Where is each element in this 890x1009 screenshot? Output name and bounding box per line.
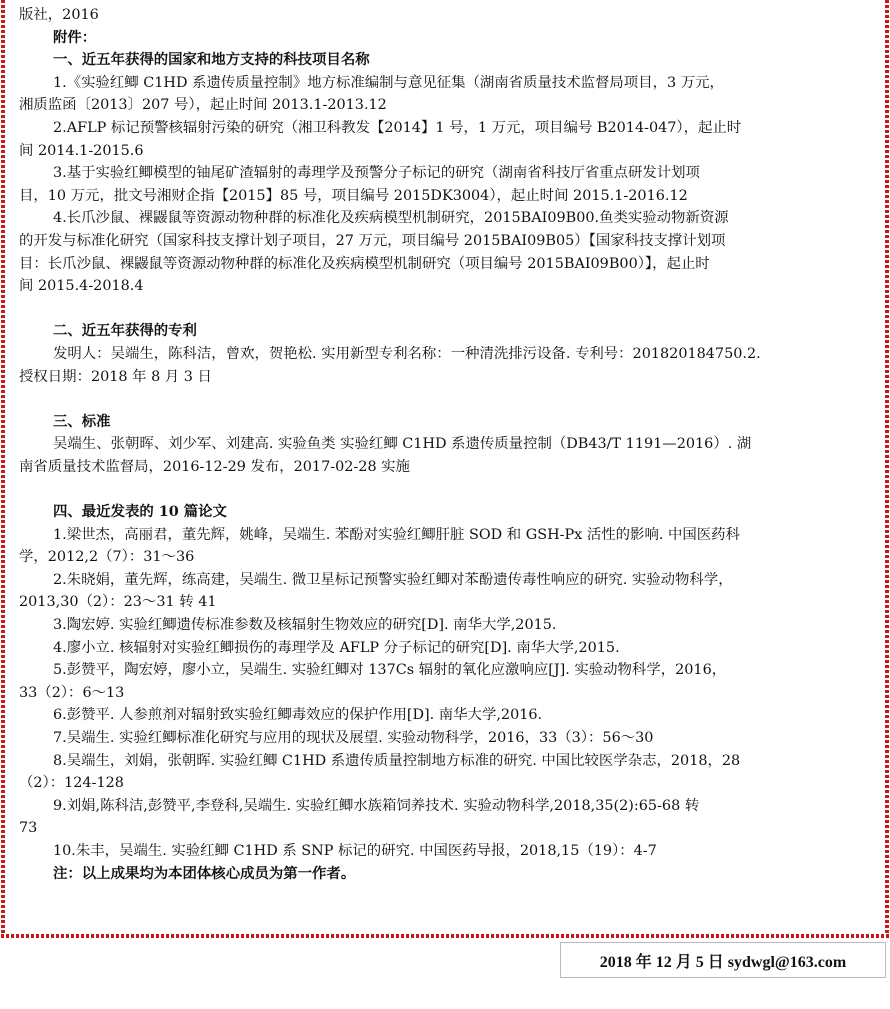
paper-8-line-1: 8.吴端生，刘娟，张朝晖. 实验红鲫 C1HD 系遗传质量控制地方标准的研究. 中国比较医学杂志，2018，28 (53, 752, 741, 769)
project-4-line-3: 目：长爪沙鼠、裸鼹鼠等资源动物种群的标准化及疾病模型机制研究（项目编号 2015BAI09B00）】，起止时 (19, 255, 710, 272)
project-2-line-2: 间 2014.1-2015.6 (19, 142, 144, 159)
text-line: 版社，2016 (19, 7, 99, 23)
border-right (885, 0, 889, 935)
paper-10: 10.朱丰，吴端生. 实验红鲫 C1HD 系 SNP 标记的研究. 中国医药导报，2018,15（19）：4-7 (53, 842, 657, 859)
patent-line-1: 发明人：吴端生，陈科洁，曾欢，贺艳松. 实用新型专利名称：一种清洗排污设备. 专利号：201820184750.2. (53, 345, 761, 362)
paper-3: 3.陶宏婷. 实验红鲫遗传标准参数及核辐射生物效应的研究[D]. 南华大学,2015. (53, 617, 557, 634)
paper-9-line-2: 73 (19, 820, 38, 837)
paper-6: 6.彭赞平. 人参煎剂对辐射致实验红鲫毒效应的保护作用[D]. 南华大学,2016. (53, 707, 543, 724)
project-4-line-1: 4.长爪沙鼠、裸鼹鼠等资源动物种群的标准化及疾病模型机制研究，2015BAI09B00.鱼类实验动物新资源 (53, 210, 729, 227)
section-heading-patents: 二、近五年获得的专利 (53, 322, 197, 340)
paper-8-line-2: （2）：124-128 (19, 775, 124, 792)
paper-4: 4.廖小立. 核辐射对实验红鲫损伤的毒理学及 AFLP 分子标记的研究[D]. 南华大学,2015. (53, 639, 620, 656)
paper-2-line-1: 2.朱晓娟，董先辉，练高建，吴端生. 微卫星标记预警实验红鲫对苯酚遗传毒性响应的研究. 实验动物科学， (53, 571, 733, 588)
spacer (19, 298, 871, 321)
project-1-line-2: 湘质监函〔2013〕207 号），起止时间 2013.1-2013.12 (19, 97, 387, 114)
document-body (19, 4, 871, 885)
paper-2-line-2: 2013,30（2）：23～31 转 41 (19, 594, 217, 611)
patent-line-2: 授权日期：2018 年 8 月 3 日 (19, 368, 212, 385)
standard-line-1: 吴端生、张朝晖、刘少军、刘建高. 实验鱼类 实验红鲫 C1HD 系遗传质量控制（DB43/T 1191—2016）. 湖 (53, 436, 752, 453)
border-bottom (1, 934, 889, 938)
paper-1-line-1: 1.梁世杰，高丽君，董先辉，姚峰，吴端生. 苯酚对实验红鲫肝脏 SOD 和 GSH-Px 活性的影响. 中国医药科 (53, 526, 740, 543)
spacer (19, 478, 871, 501)
project-2-line-1: 2.AFLP 标记预警核辐射污染的研究（湘卫科教发【2014】1 号，1 万元，项目编号 B2014-047），起止时 (53, 119, 742, 136)
project-4-line-4: 间 2015.4-2018.4 (19, 278, 144, 295)
paper-5-line-2: 33（2）：6～13 (19, 684, 125, 701)
section-heading-standards: 三、标准 (53, 412, 111, 430)
border-left (1, 0, 5, 935)
footnote: 注：以上成果均为本团体核心成员为第一作者。 (53, 864, 356, 882)
spacer (19, 388, 871, 411)
project-1-line-1: 1.《实验红鲫 C1HD 系遗传质量控制》地方标准编制与意见征集（湖南省质量技术监督局项目，3 万元， (53, 74, 724, 91)
section-heading-papers: 四、最近发表的 10 篇论文 (53, 503, 227, 521)
project-4-line-2: 的开发与标准化研究（国家科技支撑计划子项目，27 万元，项目编号 2015BAI09B05）【国家科技支撑计划项 (19, 232, 726, 249)
footer-date-email: 2018 年 12 月 5 日 sydwgl@163.com (560, 942, 886, 978)
paper-1-line-2: 学，2012,2（7）：31～36 (19, 549, 195, 566)
annex-label: 附件： (53, 28, 97, 46)
paper-9-line-1: 9.刘娟,陈科洁,彭赞平,李登科,吴端生. 实验红鲫水族箱饲养技术. 实验动物科学,2018,35(2):65-68 转 (53, 797, 700, 814)
paper-5-line-1: 5.彭赞平，陶宏婷，廖小立，吴端生. 实验红鲫对 137Cs 辐射的氧化应激响应[J]. 实验动物科学，2016， (53, 662, 727, 679)
project-3-line-1: 3.基于实验红鲫模型的铀尾矿渣辐射的毒理学及预警分子标记的研究（湖南省科技厅省重点研发计划项 (53, 165, 700, 182)
section-heading-projects: 一、近五年获得的国家和地方支持的科技项目名称 (53, 51, 370, 69)
project-3-line-2: 目，10 万元，批文号湘财企指【2015】85 号，项目编号 2015DK3004），起止时间 2015.1-2016.12 (19, 187, 688, 204)
paper-7: 7.吴端生. 实验红鲫标准化研究与应用的现状及展望. 实验动物科学，2016，33（3）：56～30 (53, 730, 654, 746)
standard-line-2: 南省质量技术监督局，2016-12-29 发布，2017-02-28 实施 (19, 458, 410, 475)
